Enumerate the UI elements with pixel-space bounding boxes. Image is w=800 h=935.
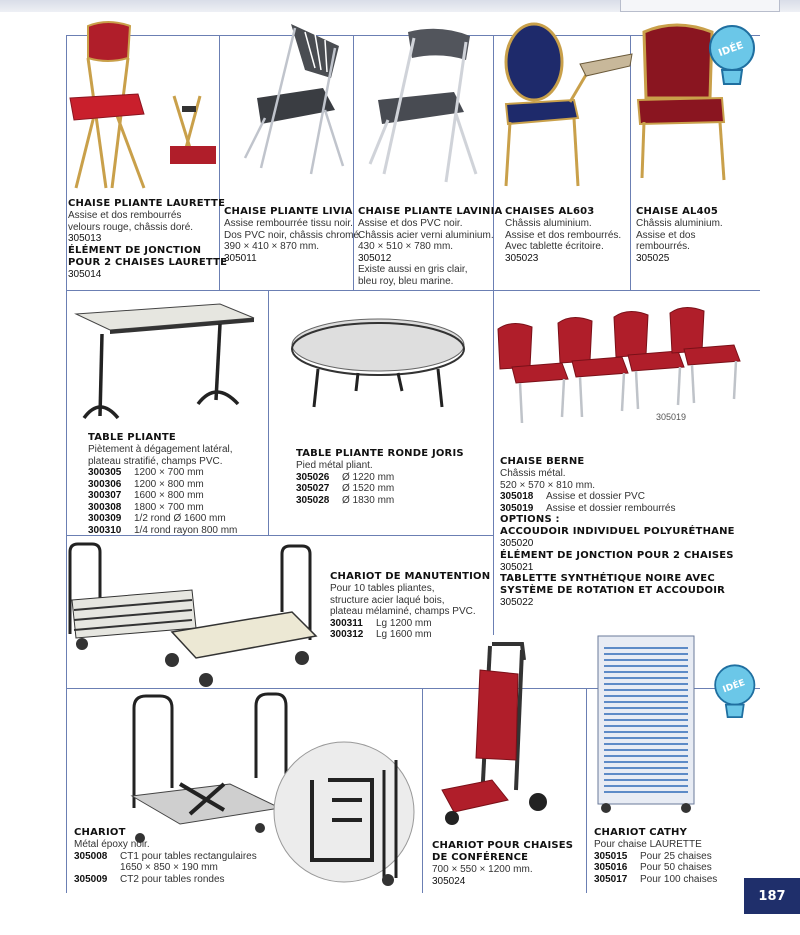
product-desc: 520 × 570 × 810 mm. bbox=[500, 479, 596, 491]
product-title: CHAISE PLIANTE LAVINIA bbox=[358, 206, 503, 217]
spec-row: 300305 1200 × 700 mm bbox=[88, 467, 204, 478]
table-ronde-image bbox=[288, 315, 468, 415]
product-title: CHARIOT bbox=[74, 827, 126, 838]
product-desc: Existe aussi en gris clair, bbox=[358, 264, 468, 275]
product-ref: 305014 bbox=[68, 268, 102, 280]
al603-block bbox=[505, 206, 621, 264]
product-desc: 390 × 410 × 870 mm. bbox=[224, 241, 320, 252]
table-pliante-image bbox=[70, 300, 260, 425]
product-desc: Pour chaise LAURETTE bbox=[594, 839, 702, 850]
idee-badge-text: IDÉE bbox=[717, 40, 746, 60]
laurette-block bbox=[68, 198, 227, 280]
product-desc: Châssis aluminium. bbox=[505, 218, 592, 229]
top-bar bbox=[0, 0, 800, 12]
product-title: TABLE PLIANTE RONDE JORIS bbox=[296, 448, 464, 459]
livia-chair-image bbox=[235, 18, 353, 186]
product-desc: Châssis aluminium. bbox=[636, 218, 723, 229]
idee-lightbulb-icon bbox=[708, 660, 758, 726]
top-tab bbox=[620, 0, 780, 12]
spec-row: 300312 Lg 1600 mm bbox=[330, 629, 432, 640]
spec-row: 305019 Assise et dossier rembourrés bbox=[500, 502, 676, 514]
spec-row: 305028 Ø 1830 mm bbox=[296, 494, 395, 506]
spec-row: 305009 CT2 pour tables rondes bbox=[74, 873, 225, 885]
spec-row: 300310 1/4 rond rayon 800 mm bbox=[88, 524, 238, 536]
product-title: CHARIOT DE MANUTENTION bbox=[330, 571, 491, 582]
product-desc: Dos PVC noir, châssis chromé. bbox=[224, 229, 362, 241]
product-desc: plateau stratifié, champs PVC. bbox=[88, 455, 223, 467]
al405-block bbox=[636, 206, 723, 264]
lavinia-block bbox=[358, 206, 502, 287]
product-title: TABLE PLIANTE bbox=[88, 432, 176, 443]
product-desc: Métal époxy noir. bbox=[74, 839, 150, 850]
product-ref: 305013 bbox=[68, 233, 102, 244]
spec-row: 305017 Pour 100 chaises bbox=[594, 873, 718, 885]
product-desc: Pied métal pliant. bbox=[296, 460, 373, 471]
option-title: ACCOUDOIR INDIVIDUEL POLYURÉTHANE bbox=[500, 526, 735, 537]
product-desc: Pour 10 tables pliantes, bbox=[330, 583, 435, 594]
product-ref: 305011 bbox=[224, 252, 257, 264]
berne-photo-ref: 305019 bbox=[656, 412, 687, 422]
product-desc: bleu roy, bleu marine. bbox=[358, 275, 454, 287]
berne-chairs-image bbox=[492, 305, 752, 430]
manutention-block bbox=[330, 571, 490, 641]
rule bbox=[66, 290, 760, 291]
chariot-block bbox=[74, 827, 257, 885]
al603-chair-image bbox=[494, 18, 634, 203]
product-desc: Assise rembourrée tissu noir. bbox=[224, 218, 353, 229]
product-ref: 305022 bbox=[500, 597, 534, 608]
product-title: CHAISE PLIANTE LAURETTE bbox=[68, 198, 226, 209]
product-desc: Assise et dos PVC noir. bbox=[358, 218, 463, 229]
product-title: CHARIOT CATHY bbox=[594, 827, 688, 838]
spec-row: 300306 1200 × 800 mm bbox=[88, 478, 204, 490]
product-desc: Avec tablette écritoire. bbox=[505, 241, 604, 252]
table-ronde-block bbox=[296, 448, 464, 506]
spec-row: 300309 1/2 rond Ø 1600 mm bbox=[88, 513, 226, 524]
product-desc: Assise et dos rembourrés bbox=[68, 210, 182, 221]
conference-block bbox=[432, 840, 573, 887]
table-pliante-block bbox=[88, 432, 237, 536]
product-desc: Piètement à dégagement latéral, bbox=[88, 444, 233, 455]
product-desc: Châssis acier verni aluminium. bbox=[358, 229, 494, 241]
product-desc: 430 × 510 × 780 mm. bbox=[358, 241, 454, 252]
spec-row: 305018 Assise et dossier PVC bbox=[500, 491, 645, 502]
product-desc: Châssis métal. bbox=[500, 468, 566, 479]
product-ref: 305024 bbox=[432, 875, 466, 887]
laurette-chair-image bbox=[66, 18, 218, 198]
product-desc: rembourrés. bbox=[636, 241, 690, 252]
rule bbox=[268, 290, 269, 535]
manutention-chariot-image bbox=[62, 540, 324, 690]
idee-lightbulb-icon bbox=[702, 22, 758, 92]
spec-row: 305015 Pour 25 chaises bbox=[594, 850, 712, 862]
spec-row: 305027 Ø 1520 mm bbox=[296, 483, 395, 494]
lavinia-chair-image bbox=[360, 24, 488, 192]
product-desc: Assise et dos bbox=[636, 229, 696, 241]
spec-row: 305008 CT1 pour tables rectangulaires bbox=[74, 850, 257, 862]
product-title: CHAISES AL603 bbox=[505, 206, 595, 217]
product-ref: 305021 bbox=[500, 561, 534, 573]
idee-badge-text: IDÉE bbox=[721, 678, 747, 696]
spec-row: 300308 1800 × 700 mm bbox=[88, 501, 204, 513]
product-ref: 305025 bbox=[636, 252, 670, 264]
options-heading: OPTIONS : bbox=[500, 514, 560, 525]
cathy-block bbox=[594, 827, 717, 885]
product-ref: 305012 bbox=[358, 252, 392, 264]
berne-block bbox=[500, 456, 735, 609]
product-desc: Assise et dos rembourrés. bbox=[505, 229, 622, 241]
chariot-round-image bbox=[272, 740, 424, 890]
product-title: ÉLÉMENT DE JONCTION bbox=[68, 244, 202, 256]
product-title: CHAISE AL405 bbox=[636, 206, 719, 217]
product-desc: 700 × 550 × 1200 mm. bbox=[432, 864, 533, 875]
conference-chariot-image bbox=[432, 640, 548, 830]
livia-block bbox=[224, 206, 362, 264]
product-title: CHAISE BERNE bbox=[500, 456, 585, 467]
product-desc: velours rouge, châssis doré. bbox=[68, 221, 194, 233]
spec-row: 300307 1600 × 800 mm bbox=[88, 490, 204, 501]
page-number: 187 bbox=[744, 878, 800, 914]
product-desc: plateau mélaminé, champs PVC. bbox=[330, 606, 476, 617]
product-title: DE CONFÉRENCE bbox=[432, 852, 529, 863]
product-title: CHAISE PLIANTE LIVIA bbox=[224, 206, 353, 217]
spec-row: 305016 Pour 50 chaises bbox=[594, 862, 712, 873]
option-title: ÉLÉMENT DE JONCTION POUR 2 CHAISES bbox=[500, 549, 734, 561]
spec-row: 305026 Ø 1220 mm bbox=[296, 471, 395, 483]
option-title: SYSTÈME DE ROTATION ET ACCOUDOIR bbox=[500, 585, 726, 596]
product-title: POUR 2 CHAISES LAURETTE bbox=[68, 256, 228, 268]
product-ref: 305020 bbox=[500, 538, 534, 549]
spec-row: 300311 Lg 1200 mm bbox=[330, 617, 432, 629]
product-ref: 305023 bbox=[505, 252, 539, 264]
product-desc: structure acier laqué bois, bbox=[330, 594, 445, 606]
product-title: CHARIOT POUR CHAISES bbox=[432, 840, 574, 851]
option-title: TABLETTE SYNTHÉTIQUE NOIRE AVEC bbox=[500, 573, 715, 584]
spec-row: 1650 × 850 × 190 mm bbox=[120, 862, 218, 873]
cathy-chariot-image bbox=[586, 632, 706, 814]
